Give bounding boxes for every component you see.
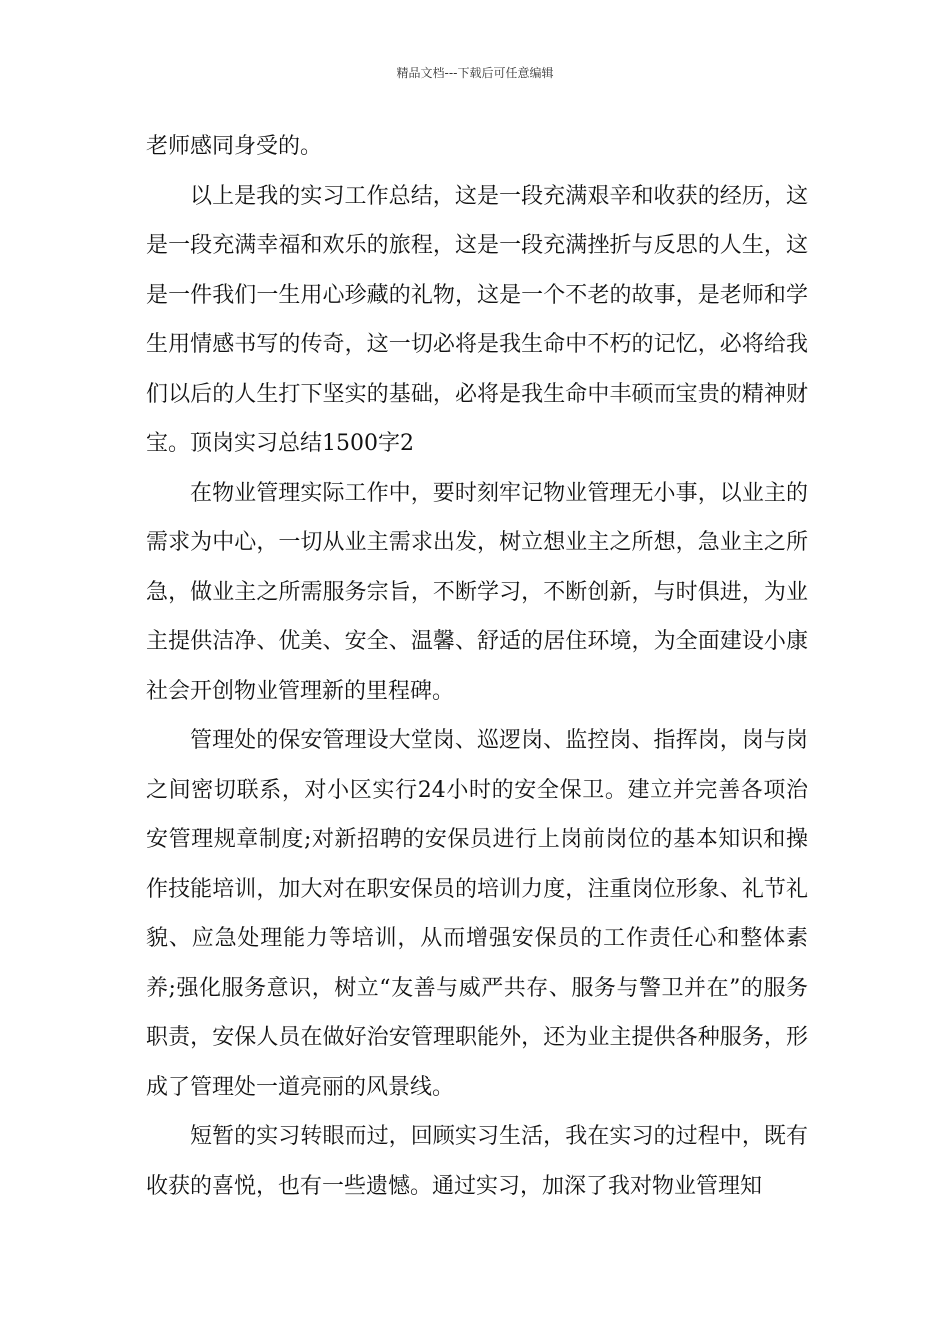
paragraph-internship-reflection: 短暂的实习转眼而过，回顾实习生活，我在实习的过程中，既有收获的喜悦，也有一些遗憾。通过实习，加深了我对物业管理知 xyxy=(146,1124,808,1199)
paragraph-summary: 以上是我的实习工作总结，这是一段充满艰辛和收获的经历，这是一段充满幸福和欢乐的旅程，这是一段充满挫折与反思的人生，这是一件我们一生用心珍藏的礼物，这是一个不老的故事，是老师和学生用情感书写的传奇，这一切必将是我生命中不朽的记忆，必将给我们以后的人生打下坚实的基础，必将是我生命中丰硕而宝贵的精神财宝。顶岗实习总结1500字2 xyxy=(146,183,808,456)
document-body xyxy=(146,122,808,1211)
paragraph-security-management: 管理处的保安管理设大堂岗、巡逻岗、监控岗、指挥岗，岗与岗之间密切联系，对小区实行24小时的安全保卫。建立并完善各项治安管理规章制度;对新招聘的安保员进行上岗前岗位的基本知识和操作技能培训，加大对在职安保员的培训力度，注重岗位形象、礼节礼貌、应急处理能力等培训，从而增强安保员的工作责任心和整体素养;强化服务意识，树立“友善与威严共存、服务与警卫并在”的服务职责，安保人员在做好治安管理职能外，还为业主提供各种服务，形成了管理处一道亮丽的风景线。 xyxy=(146,728,808,1100)
page-header: 精品文档---下载后可任意编辑 xyxy=(396,66,554,80)
paragraph-continuation: 老师感同身受的。 xyxy=(146,134,323,159)
paragraph-property-management: 在物业管理实际工作中，要时刻牢记物业管理无小事，以业主的需求为中心，一切从业主需求出发，树立想业主之所想，急业主之所急，做业主之所需服务宗旨，不断学习，不断创新，与时俱进，为业主提供洁净、优美、安全、温馨、舒适的居住环境，为全面建设小康社会开创物业管理新的里程碑。 xyxy=(146,480,808,704)
